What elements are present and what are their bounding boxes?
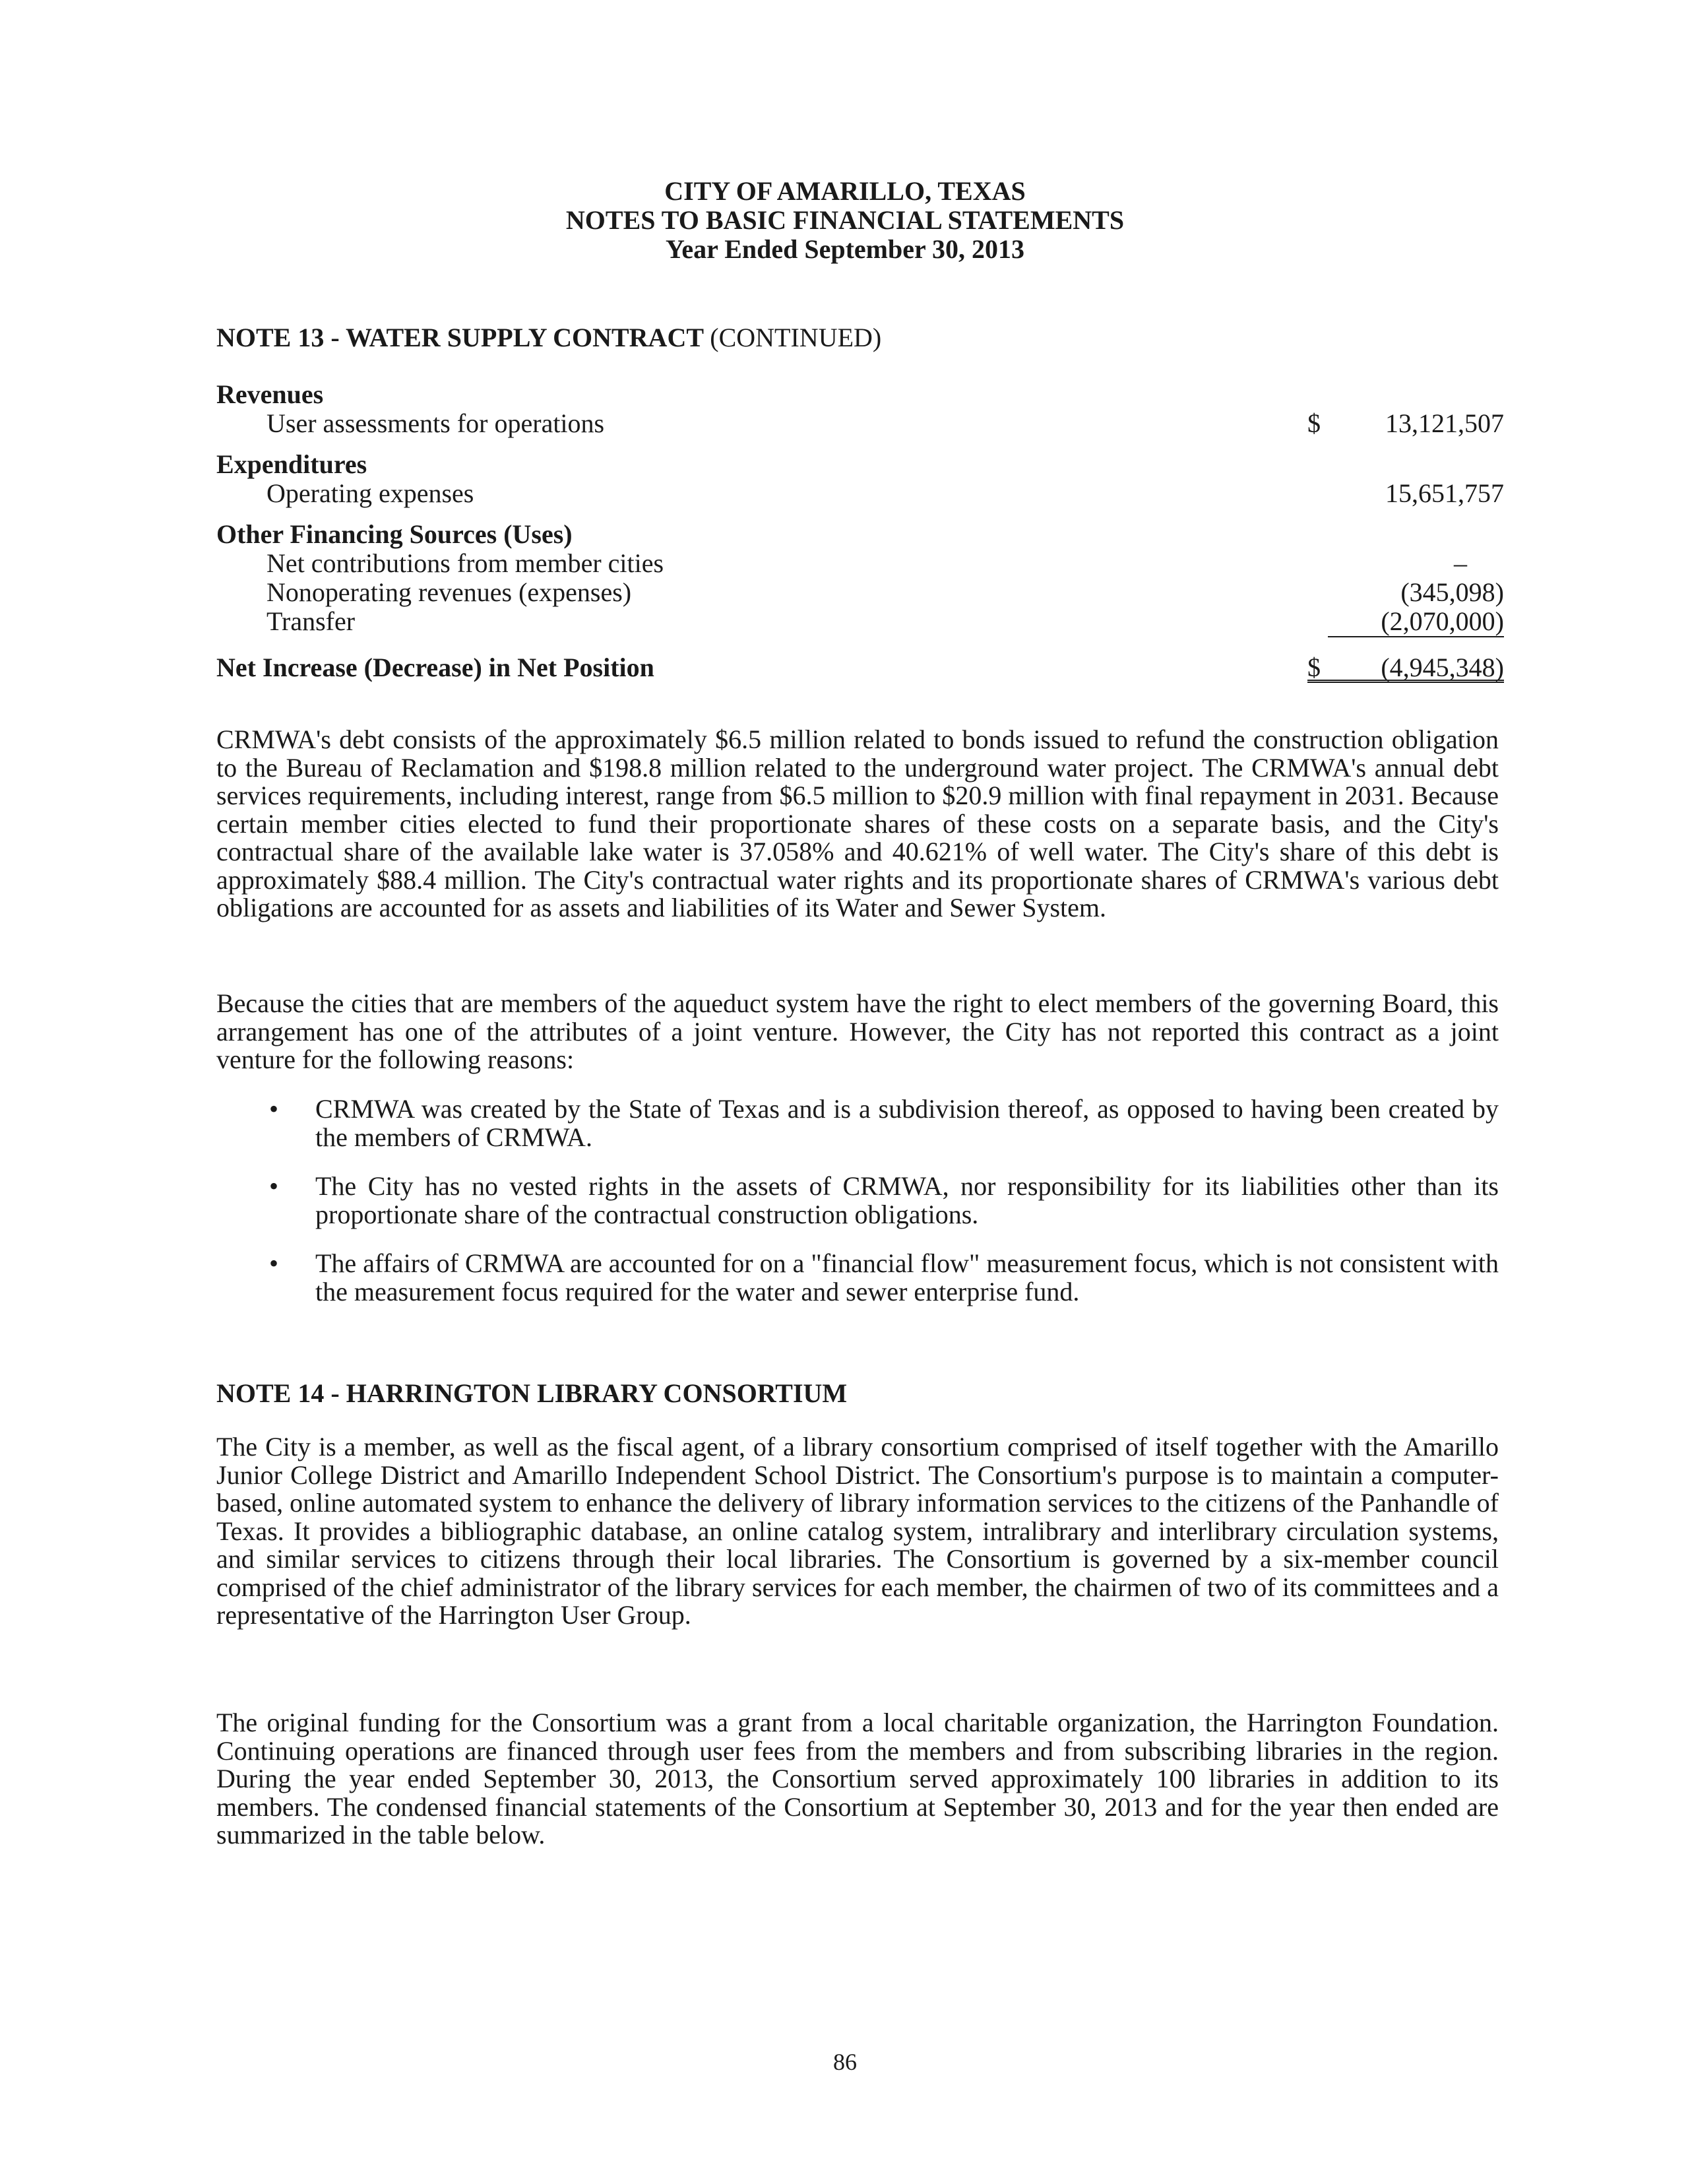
table-row bbox=[216, 578, 1504, 607]
operating-expenses-label: Operating expenses bbox=[266, 478, 474, 508]
net-increase-value: (4,945,348) bbox=[1381, 653, 1504, 682]
note13-heading-text: NOTE 13 - WATER SUPPLY CONTRACT bbox=[216, 323, 704, 352]
note13-paragraph-joint-venture: Because the cities that are members of the aqueduct system have the right to elect members of the governing Board, this arrangement has one of the attributes of a joint venture. However, the City has not reported this contract as a joint venture for the following reasons: bbox=[216, 988, 1499, 1074]
bullet-icon: • bbox=[269, 1094, 279, 1124]
nonoperating-label: Nonoperating revenues (expenses) bbox=[266, 577, 632, 607]
table-row bbox=[216, 380, 1504, 409]
table-row bbox=[216, 653, 1504, 682]
bullet-icon: • bbox=[269, 1171, 279, 1201]
transfer-value: (2,070,000) bbox=[1328, 607, 1504, 637]
note14-heading bbox=[216, 1378, 847, 1409]
currency-symbol: $ bbox=[1307, 653, 1321, 682]
water-supply-table bbox=[216, 380, 1504, 682]
table-row bbox=[216, 549, 1504, 578]
note13-paragraph-debt: CRMWA's debt consists of the approximately $6.5 million related to bonds issued to refund the construction obligation to the Bureau of Reclamation and $198.8 million related to the underground water project. The CRMWA's annual debt services requirements, including interest, range from $6.5 million to $20.9 million with final repayment in 2031. Because certain member cities elected to fund their proportionate shares of these costs on a separate basis, and the City's contractual share of the available lake water is 37.058% and 40.621% of well water. The City's share of this debt is approximately $88.4 million. The City's contractual water rights and its proportionate shares of CRMWA's various debt obligations are accounted for as assets and liabilities of its Water and Sewer System. bbox=[216, 724, 1499, 922]
bullet-icon: • bbox=[269, 1248, 279, 1278]
currency-symbol: $ bbox=[1307, 408, 1321, 438]
other-financing-label: Other Financing Sources (Uses) bbox=[216, 519, 573, 549]
header-period: Year Ended September 30, 2013 bbox=[665, 234, 1025, 264]
revenues-label: Revenues bbox=[216, 379, 324, 409]
page-number: 86 bbox=[833, 2049, 857, 2075]
table-row bbox=[216, 450, 1504, 479]
transfer-label: Transfer bbox=[266, 606, 356, 636]
expenditures-label: Expenditures bbox=[216, 449, 367, 479]
reasons-list bbox=[216, 1095, 1499, 1327]
list-item-text: CRMWA was created by the State of Texas and is a subdivision thereof, as opposed to having been created by the members of CRMWA. bbox=[315, 1094, 1499, 1152]
list-item-text: The City has no vested rights in the assets of CRMWA, nor responsibility for its liabilities other than its proportionate share of the contractual construction obligations. bbox=[315, 1171, 1499, 1229]
table-row bbox=[216, 607, 1504, 636]
user-assessments-value: 13,121,507 bbox=[1385, 408, 1504, 438]
list-item bbox=[216, 1250, 1499, 1306]
header-title: NOTES TO BASIC FINANCIAL STATEMENTS bbox=[565, 205, 1125, 235]
net-contributions-label: Net contributions from member cities bbox=[266, 548, 664, 578]
note14-paragraph-funding: The original funding for the Consortium was a grant from a local charitable organization, the Harrington Foundation. Continuing operations are financed through user fees from the members and from subscribing libraries in the region. During the year ended September 30, 2013, the Consortium served approximately 100 libraries in addition to its members. The condensed financial statements of the Consortium at September 30, 2013 and for the year then ended are summarized in the table below. bbox=[216, 1708, 1499, 1849]
user-assessments-label: User assessments for operations bbox=[266, 408, 605, 438]
list-item-text: The affairs of CRMWA are accounted for on a "financial flow" measurement focus, which is not consistent with the measurement focus required for the water and sewer enterprise fund. bbox=[315, 1248, 1499, 1306]
table-row bbox=[216, 479, 1504, 508]
header-entity: CITY OF AMARILLO, TEXAS bbox=[664, 176, 1026, 206]
note13-heading-suffix: (CONTINUED) bbox=[710, 323, 882, 352]
page-header bbox=[0, 177, 1690, 264]
note14-paragraph-purpose: The City is a member, as well as the fiscal agent, of a library consortium comprised of itself together with the Amarillo Junior College District and Amarillo Independent School District. The Consortium's purpose is to maintain a computer-based, online automated system to enhance the delivery of library information services to the citizens of the Panhandle of Texas. It provides a bibliographic database, an online catalog system, intralibrary and interlibrary circulation systems, and similar services to citizens through their local libraries. The Consortium is governed by a six-member council comprised of the chief administrator of the library services for each member, the chairmen of two of its committees and a representative of the Harrington User Group. bbox=[216, 1432, 1499, 1630]
list-item bbox=[216, 1095, 1499, 1151]
table-row bbox=[216, 520, 1504, 549]
nonoperating-value: (345,098) bbox=[1400, 577, 1504, 607]
net-increase-label: Net Increase (Decrease) in Net Position bbox=[216, 653, 654, 682]
operating-expenses-value: 15,651,757 bbox=[1385, 478, 1504, 508]
note14-heading-text: NOTE 14 - HARRINGTON LIBRARY CONSORTIUM bbox=[216, 1378, 848, 1408]
list-item bbox=[216, 1172, 1499, 1229]
table-row bbox=[216, 409, 1504, 438]
net-contributions-value: – bbox=[1454, 548, 1467, 578]
total-double-underline bbox=[1307, 680, 1504, 683]
note13-heading bbox=[216, 322, 881, 353]
